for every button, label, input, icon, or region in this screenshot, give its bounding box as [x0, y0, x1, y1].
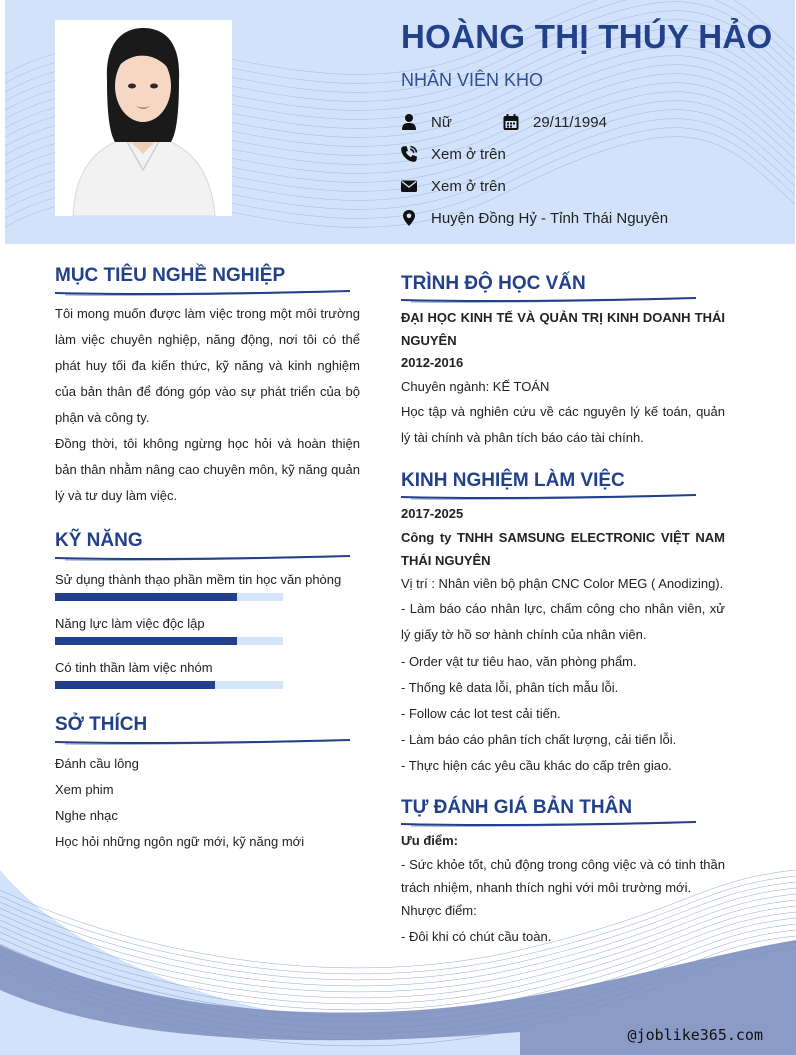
skill-bar-fill: [55, 593, 237, 601]
experience-title-underline: [401, 493, 696, 501]
phone-value: Xem ở trên: [431, 145, 506, 163]
location-pin-icon: [400, 209, 418, 227]
weaknesses-text: - Đôi khi có chút cầu toàn.: [401, 929, 552, 944]
gender-value: Nữ: [431, 113, 452, 131]
watermark: @joblike365.com: [627, 1026, 763, 1044]
experience-duty: - Làm báo cáo phân tích chất lượng, cải tiến lỗi.: [401, 732, 677, 747]
email-value: Xem ở trên: [431, 177, 506, 195]
address-value: Huyện Đồng Hỷ - Tỉnh Thái Nguyên: [431, 209, 669, 227]
skill-bar-fill: [55, 637, 237, 645]
gender-info: [400, 113, 452, 131]
skill-bar-office: [55, 593, 283, 601]
experience-company: Công ty TNHH SAMSUNG ELECTRONIC VIỆT NAM THÁI NGUYÊN: [401, 530, 725, 568]
education-description: Học tập và nghiên cứu về các nguyên lý kế toán, quản lý tài chính và phân tích báo cáo tài chính.: [401, 404, 725, 445]
profile-photo: [55, 20, 232, 216]
hobbies-title-underline: [55, 738, 350, 746]
experience-duty: - Thực hiện các yêu cầu khác do cấp trên giao.: [401, 758, 672, 773]
education-years: 2012-2016: [401, 355, 464, 370]
objective-text: [55, 301, 360, 509]
job-title: NHÂN VIÊN KHO: [401, 70, 544, 90]
experience-duty: - Follow các lot test cải tiến.: [401, 706, 561, 721]
experience-duty: - Thống kê data lỗi, phân tích mẫu lỗi.: [401, 680, 619, 695]
education-school: ĐẠI HỌC KINH TẾ VÀ QUẢN TRỊ KINH DOANH THÁI NGUYÊN: [401, 310, 725, 348]
objective-title-underline: [55, 289, 350, 297]
skill-label-teamwork: Có tinh thần làm việc nhóm: [55, 660, 213, 675]
skill-label-office: Sử dụng thành thạo phần mềm tin học văn phòng: [55, 572, 342, 587]
skill-bar-fill: [55, 681, 215, 689]
phone-info: [400, 145, 506, 163]
skill-bar-teamwork: [55, 681, 283, 689]
phone-icon: [400, 145, 418, 163]
experience-duty: - Làm báo cáo nhân lực, chấm công cho nhân viên, xử lý giấy tờ hồ sơ hành chính của nhân viên.: [401, 601, 725, 642]
experience-duty: - Order vật tư tiêu hao, văn phòng phẩm.: [401, 654, 637, 669]
weaknesses-label: Nhược điểm:: [401, 903, 477, 918]
education-major: Chuyên ngành: KẾ TOÁN: [401, 379, 550, 394]
candidate-name: HOÀNG THỊ THÚY HẢO: [401, 18, 773, 55]
self-assessment-title-underline: [401, 820, 696, 828]
experience-title: KINH NGHIỆM LÀM VIỆC: [401, 470, 625, 491]
address-info: [400, 209, 668, 227]
birthdate-value: 29/11/1994: [533, 113, 607, 131]
objective-paragraph-2: Đồng thời, tôi không ngừng học hỏi và hoàn thiện bản thân nhằm nâng cao chuyên môn, kỹ năng quản lý và tư duy làm việc.: [55, 436, 360, 503]
strengths-text: - Sức khỏe tốt, chủ động trong công việc và có tinh thần trách nhiệm, nhanh thích nghi với môi trường mới.: [401, 857, 725, 895]
objective-title: MỤC TIÊU NGHỀ NGHIỆP: [55, 265, 286, 286]
objective-paragraph-1: Tôi mong muốn được làm việc trong một môi trường làm việc chuyên nghiệp, năng động, nơi tôi có thể phát huy tối đa kiến thức, kỹ năng và kinh nghiệm của bản thân để đóng góp vào sự phát triển của bộ phận và công ty.: [55, 306, 360, 425]
hobby-item: Đánh cầu lông: [55, 756, 139, 771]
hobbies-title: SỞ THÍCH: [55, 714, 148, 735]
skills-title-underline: [55, 554, 350, 562]
experience-years: 2017-2025: [401, 506, 464, 521]
hobby-item: Nghe nhạc: [55, 808, 118, 823]
calendar-icon: [502, 113, 520, 131]
skills-title: KỸ NĂNG: [55, 530, 143, 551]
skill-label-independent: Năng lực làm việc độc lập: [55, 616, 205, 631]
experience-position: Vị trí : Nhân viên bộ phận CNC Color MEG ( Anodizing).: [401, 576, 724, 591]
self-assessment-title: TỰ ĐÁNH GIÁ BẢN THÂN: [401, 797, 633, 818]
envelope-icon: [400, 177, 418, 195]
hobby-item: Học hỏi những ngôn ngữ mới, kỹ năng mới: [55, 834, 305, 849]
email-info: [400, 177, 506, 195]
strengths-label: Ưu điểm:: [401, 833, 459, 848]
education-title-underline: [401, 296, 696, 304]
person-icon: [400, 113, 418, 131]
skill-bar-independent: [55, 637, 283, 645]
education-title: TRÌNH ĐỘ HỌC VẤN: [401, 273, 586, 294]
birthdate-info: [502, 113, 607, 131]
hobby-item: Xem phim: [55, 782, 114, 797]
